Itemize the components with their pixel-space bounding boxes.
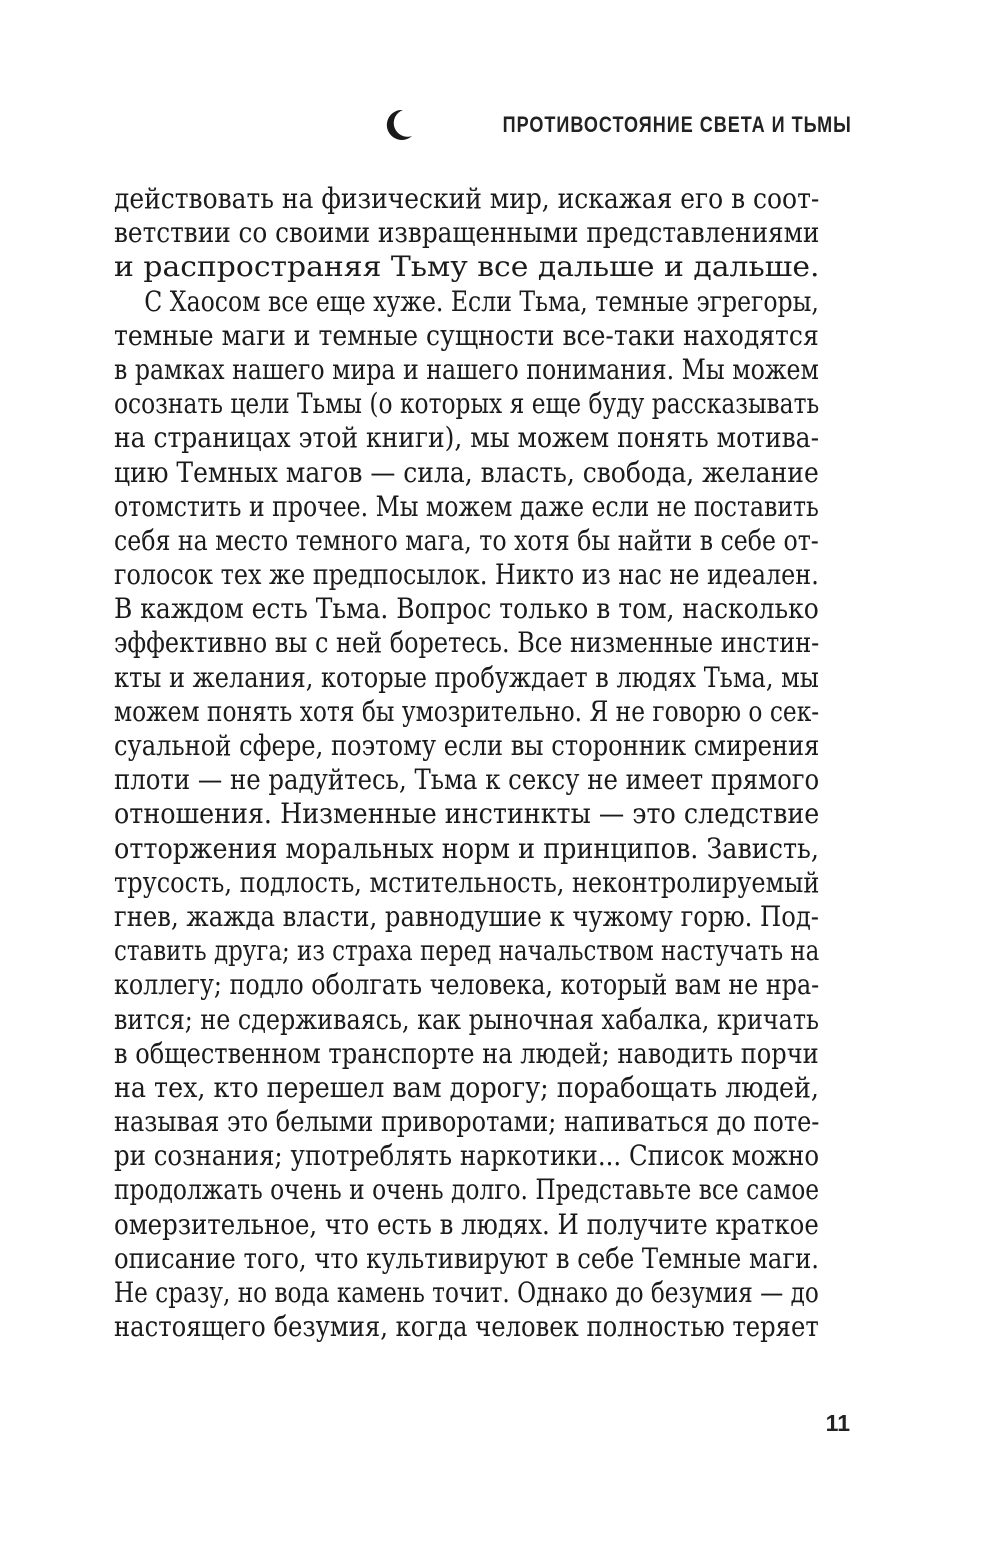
text-line: на страницах этой книги), мы можем понять мотива- (114, 421, 820, 455)
text-line: называя это белыми приворотами; напиваться до поте- (114, 1105, 820, 1139)
body-text (114, 182, 819, 1344)
text-line: себя на место темного мага, то хотя бы найти в себе от- (114, 523, 819, 557)
text-line: омерзительное, что есть в людях. И получите краткое (114, 1207, 819, 1241)
text-line: голосок тех же предпосылок. Никто из нас не идеален. (114, 558, 819, 592)
text-line: отомстить и прочее. Мы можем даже если не поставить (114, 489, 819, 523)
text-line: цию Темных магов — сила, власть, свобода, желание (114, 455, 819, 489)
text-line: в общественном транспорте на людей; наводить порчи (114, 1036, 819, 1070)
text-line: ри сознания; употреблять наркотики... Список можно (114, 1139, 820, 1173)
text-line: ставить друга; из страха перед начальством настучать на (114, 934, 820, 968)
running-head (384, 108, 852, 142)
text-line: трусость, подлость, мстительность, неконтролируемый (114, 865, 820, 899)
text-line: осознать цели Тьмы (о которых я еще буду рассказывать (114, 387, 820, 421)
text-line: продолжать очень и очень долго. Представьте все самое (114, 1173, 820, 1207)
text-line: гнев, жажда власти, равнодушие к чужому горю. Под- (114, 899, 819, 933)
text-line: описание того, что культивируют в себе Темные маги. (114, 1241, 819, 1275)
text-line: В каждом есть Тьма. Вопрос только в том, насколько (114, 592, 819, 626)
paragraph-start-line: С Хаосом все еще хуже. Если Тьма, темные эгрегоры, (144, 284, 819, 318)
text-line: плоти — не радуйтесь, Тьма к сексу не имеет прямого (114, 763, 820, 797)
text-line: суальной сфере, поэтому если вы сторонник смирения (114, 729, 820, 762)
text-line: в рамках нашего мира и нашего понимания. Мы можем (114, 352, 819, 386)
text-line: эффективно вы с ней боретесь. Все низменные инстин- (114, 626, 820, 660)
text-line: кты и желания, которые пробуждает в людях Тьма, мы (114, 660, 819, 694)
text-line: отношения. Низменные инстинкты — это следствие (114, 797, 820, 831)
crescent-moon-icon (384, 108, 414, 142)
text-line: действовать на физический мир, искажая его в соот- (114, 182, 820, 215)
text-line: вится; не сдерживаясь, как рыночная хабалка, кричать (114, 1002, 819, 1036)
text-line: на тех, кто перешел вам дорогу; порабощать людей, (114, 1070, 819, 1104)
text-line: коллегу; подло оболгать человека, который вам не нра- (114, 968, 820, 1002)
text-line: ветствии со своими извращенными представлениями (114, 216, 820, 250)
text-line: темные маги и темные сущности все-таки находятся (114, 318, 819, 352)
text-line: Не сразу, но вода камень точит. Однако до безумия — до (114, 1276, 819, 1309)
text-line: настоящего безумия, когда человек полностью теряет (114, 1310, 819, 1344)
text-line: можем понять хотя бы умозрительно. Я не говорю о сек- (114, 694, 820, 728)
running-head-title: ПРОТИВОСТОЯНИЕ СВЕТА И ТЬМЫ (502, 112, 852, 137)
page-number: 11 (825, 1410, 850, 1436)
text-line: отторжения моральных норм и принципов. Зависть, (114, 831, 819, 865)
text-line: и распространяя Тьму все дальше и дальше. (114, 250, 820, 284)
